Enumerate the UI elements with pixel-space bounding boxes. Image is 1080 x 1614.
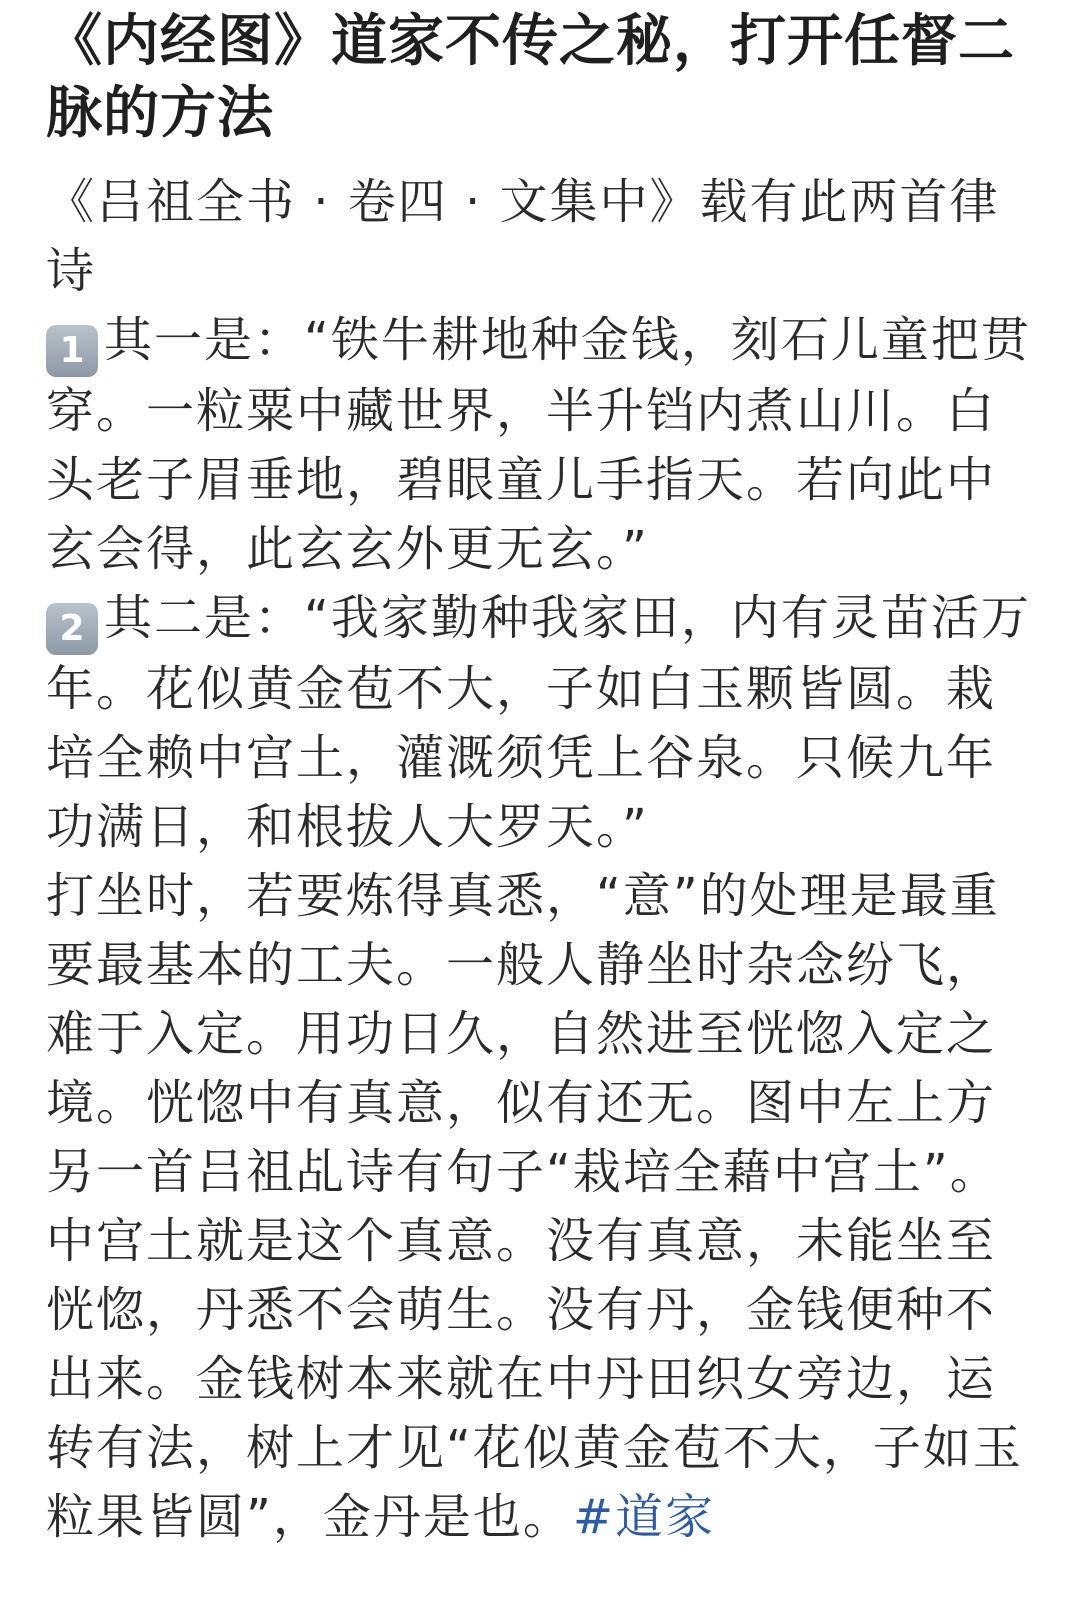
- poem-two-text: 其二是：“我家勤种我家田，内有灵苗活万年。花似黄金苞不大，子如白玉颗皆圆。栽培全赖中宫土，灌溉须凭上谷泉。只候九年功满日，和根拔人大罗天。”: [46, 590, 1031, 855]
- article: [46, 0, 1036, 1552]
- keycap-two-icon: 2: [46, 603, 98, 655]
- explanation-paragraph: [46, 862, 1036, 1552]
- poem-one-text: 其一是：“铁牛耕地种金钱，刻石儿童把贯穿。一粒粟中藏世界，半升铛内煮山川。白头老子眉垂地，碧眼童儿手指天。若向此中玄会得，此玄玄外更无玄。”: [46, 312, 1031, 577]
- article-title: 《内经图》道家不传之秘，打开任督二脉的方法: [46, 9, 1015, 146]
- poem-one-paragraph: [46, 306, 1036, 584]
- keycap-one-icon: 1: [46, 325, 98, 377]
- hashtag-link[interactable]: #道家: [572, 1489, 716, 1545]
- explanation-text: 打坐时，若要炼得真悉，“意”的处理是最重要最基本的工夫。一般人静坐时杂念纷飞，难于入定。用功日久，自然进至恍惚入定之境。恍惚中有真意，似有还无。图中左上方另一首吕祖乩诗有句子“栽培全藉中宫土”。中宫土就是这个真意。没有真意，未能坐至恍惚，丹悉不会萌生。没有丹，金钱便种不出来。金钱树本来就在中丹田织女旁边，运转有法，树上才见“花似黄金苞不大，子如玉粒果皆圆”，金丹是也。: [46, 868, 1023, 1545]
- intro-paragraph: 《吕祖全书 · 卷四 · 文集中》载有此两首律诗: [46, 174, 1000, 299]
- article-body: [46, 168, 1036, 1552]
- poem-two-paragraph: [46, 584, 1036, 862]
